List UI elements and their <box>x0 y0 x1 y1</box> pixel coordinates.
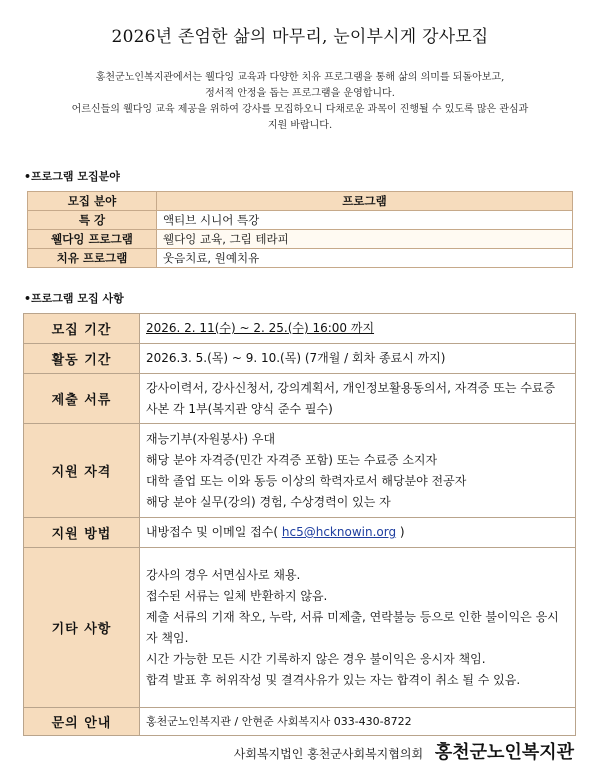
program-cell: 웃음치료, 원예치유 <box>157 249 573 268</box>
section-heading-fields: •프로그램 모집분야 <box>24 170 120 183</box>
qualification-line: 재능기부(자원봉사) 우대 <box>146 431 276 446</box>
footer-org: 사회복지법인 홍천군사회복지협의회 <box>233 747 424 761</box>
header-category: 모집 분야 <box>28 192 157 211</box>
table-row <box>28 230 573 249</box>
row-method <box>24 518 576 548</box>
value-period <box>140 314 576 344</box>
method-prefix: 내방접수 및 이메일 접수( <box>146 525 279 539</box>
footer-name: 홍천군노인복지관 <box>434 742 574 763</box>
table-header-row <box>28 192 573 211</box>
row-other <box>24 548 576 708</box>
program-fields-table <box>27 191 573 268</box>
row-qualification <box>24 424 576 518</box>
program-cell: 액티브 시니어 특강 <box>157 211 573 230</box>
value-qualification <box>140 424 576 518</box>
table-row <box>28 249 573 268</box>
value-activity: 2026.3. 5.(목) ~ 9. 10.(목) (7개월 / 회차 종료시 까지) <box>140 344 576 374</box>
period-text: 2026. 2. 11(수) ~ 2. 25.(수) 16:00 까지 <box>146 321 375 335</box>
label-contact: 문의 안내 <box>24 708 140 736</box>
other-line: 접수된 서류는 일체 반환하지 않음. <box>146 588 328 603</box>
qualification-line: 해당 분야 실무(강의) 경험, 수상경력이 있는 자 <box>146 494 391 509</box>
row-activity <box>24 344 576 374</box>
value-contact: 홍천군노인복지관 / 안현준 사회복지사 033-430-8722 <box>140 708 576 736</box>
label-other: 기타 사항 <box>24 548 140 708</box>
table-row <box>28 211 573 230</box>
other-line: 합격 발표 후 허위작성 및 결격사유가 있는 자는 합격이 취소 될 수 있음. <box>146 672 521 687</box>
label-activity: 활동 기간 <box>24 344 140 374</box>
row-period <box>24 314 576 344</box>
label-qualification: 지원 자격 <box>24 424 140 518</box>
value-method <box>140 518 576 548</box>
category-cell: 치유 프로그램 <box>28 249 157 268</box>
value-other <box>140 548 576 708</box>
other-line: 강사의 경우 서면심사로 채용. <box>146 567 301 582</box>
section-heading-details: •프로그램 모집 사항 <box>24 292 124 305</box>
header-program: 프로그램 <box>157 192 573 211</box>
row-documents <box>24 374 576 424</box>
other-line: 제출 서류의 기재 착오, 누락, 서류 미제출, 연락불능 등으로 인한 불이익은 응시자 책임. <box>146 609 559 645</box>
method-suffix: ) <box>399 525 405 539</box>
category-cell: 웰다잉 프로그램 <box>28 230 157 249</box>
page-title: 2026년 존엄한 삶의 마무리, 눈이부시게 강사모집 <box>111 27 489 47</box>
footer <box>234 738 574 764</box>
intro-line: 홍천군노인복지관에서는 웰다잉 교육과 다양한 치유 프로그램을 통해 삶의 의미를 되돌아보고, <box>95 72 505 83</box>
program-cell: 웰다잉 교육, 그림 테라피 <box>157 230 573 249</box>
label-period: 모집 기간 <box>24 314 140 344</box>
email-link[interactable]: hc5@hcknowin.org <box>281 525 397 539</box>
row-contact <box>24 708 576 736</box>
recruitment-details-table <box>23 313 576 736</box>
label-method: 지원 방법 <box>24 518 140 548</box>
qualification-line: 해당 분야 자격증(민간 자격증 포함) 또는 수료증 소지자 <box>146 452 438 467</box>
intro-line: 정서적 안정을 돕는 프로그램을 운영합니다. <box>205 88 395 99</box>
intro-line: 어르신들의 웰다잉 교육 제공을 위하여 강사를 모집하오니 다채로운 과목이 진행될 수 있도록 많은 관심과 <box>71 104 529 115</box>
qualification-line: 대학 졸업 또는 이와 동등 이상의 학력자로서 해당분야 전공자 <box>146 473 467 488</box>
intro-text <box>20 70 580 134</box>
category-cell: 특 강 <box>28 211 157 230</box>
intro-line: 지원 바랍니다. <box>267 120 333 131</box>
other-line: 시간 가능한 모든 시간 기록하지 않은 경우 불이익은 응시자 책임. <box>146 651 486 666</box>
value-documents: 강사이력서, 강사신청서, 강의계획서, 개인정보활용동의서, 자격증 또는 수료증 사본 각 1부(복지관 양식 준수 필수) <box>140 374 576 424</box>
label-documents: 제출 서류 <box>24 374 140 424</box>
